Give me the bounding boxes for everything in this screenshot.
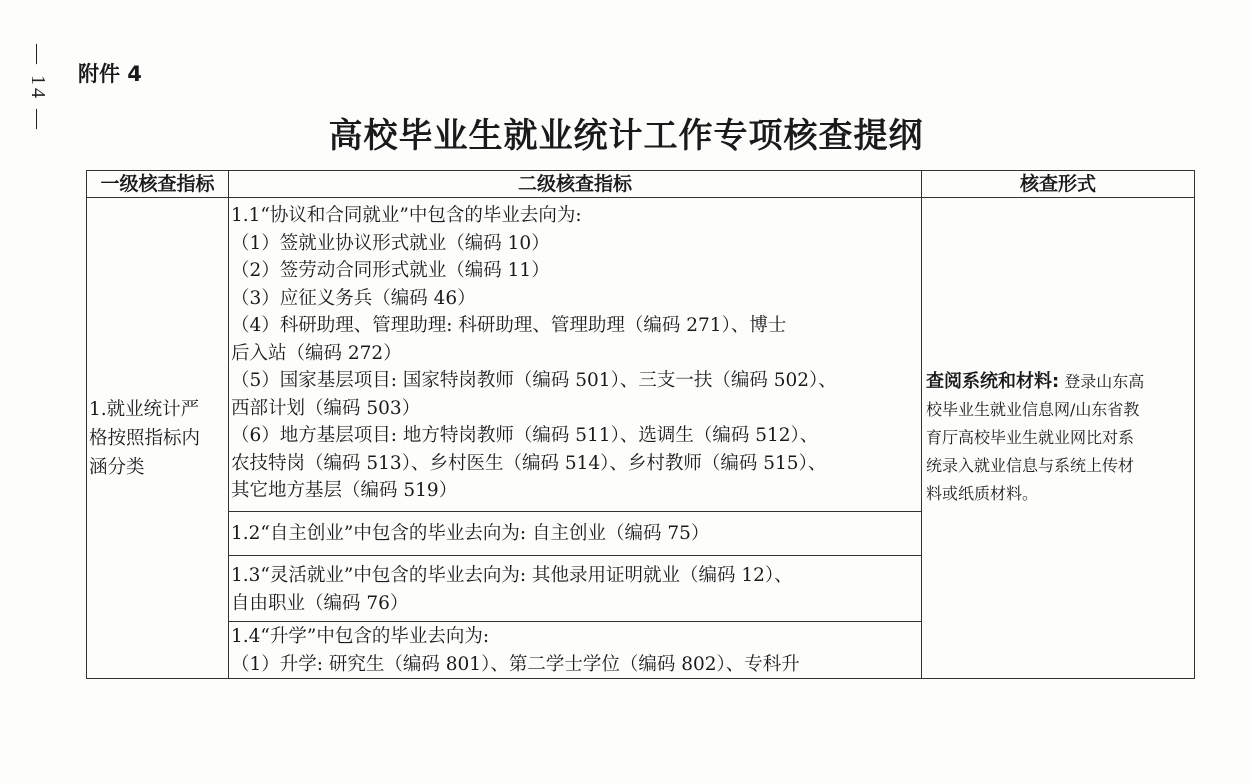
check-form-line: 校毕业生就业信息网/山东省教 [926, 400, 1140, 419]
item-line: （6）地方基层项目: 地方特岗教师（编码 511）、选调生（编码 512）、 [231, 425, 819, 446]
item-line: （4）科研助理、管理助理: 科研助理、管理助理（编码 271）、博士 [231, 315, 787, 336]
category-cell [87, 198, 229, 679]
check-form-lead: 查阅系统和材料: [926, 371, 1060, 392]
check-form-line: 统录入就业信息与系统上传材 [926, 456, 1135, 475]
item-line: 1.4“升学”中包含的毕业去向为: [231, 626, 490, 647]
category-line: 格按照指标内 [89, 427, 201, 449]
item-line: 后入站（编码 272） [231, 342, 402, 364]
category-line: 1.就业统计严 [89, 398, 200, 420]
header-check-form: 核查形式 [922, 171, 1195, 198]
item-line: （5）国家基层项目: 国家特岗教师（编码 501）、三支一扶（编码 502）、 [231, 370, 837, 391]
item-line: 1.1“协议和合同就业”中包含的毕业去向为: [231, 205, 582, 226]
item-cell-1-4 [229, 622, 922, 679]
table-header-row [87, 171, 1195, 198]
item-line: 1.3“灵活就业”中包含的毕业去向为: 其他录用证明就业（编码 12）、 [231, 565, 793, 586]
table-row [87, 198, 1195, 512]
item-line: （1）升学: 研究生（编码 801）、第二学士学位（编码 802）、专科升 [231, 653, 800, 675]
item-cell-1-2 [229, 512, 922, 556]
document-title: 高校毕业生就业统计工作专项核查提纲 [328, 116, 924, 156]
item-line: 1.2“自主创业”中包含的毕业去向为: 自主创业（编码 75） [231, 522, 710, 544]
item-line: （2）签劳动合同形式就业（编码 11） [231, 260, 550, 281]
header-level2: 二级核查指标 [229, 171, 922, 198]
page-number: — 14 — [27, 44, 49, 132]
check-form-line: 料或纸质材料。 [926, 484, 1039, 503]
item-line: （3）应征义务兵（编码 46） [231, 287, 476, 309]
category-line: 涵分类 [89, 456, 145, 478]
inspection-table [86, 170, 1195, 679]
check-form-line: 登录山东高 [1059, 372, 1145, 391]
check-form-cell [922, 198, 1195, 679]
item-line: 西部计划（编码 503） [231, 397, 421, 419]
item-cell-1-3 [229, 556, 922, 622]
item-line: （1）签就业协议形式就业（编码 10） [231, 232, 550, 254]
item-cell-1-1 [229, 198, 922, 512]
header-level1: 一级核查指标 [87, 171, 229, 198]
item-line: 自由职业（编码 76） [231, 592, 409, 614]
attachment-label: 附件 4 [78, 62, 142, 86]
item-line: 农技特岗（编码 513）、乡村医生（编码 514）、乡村教师（编码 515）、 [231, 452, 827, 474]
check-form-line: 育厅高校毕业生就业网比对系 [926, 428, 1135, 447]
item-line: 其它地方基层（编码 519） [231, 480, 458, 501]
